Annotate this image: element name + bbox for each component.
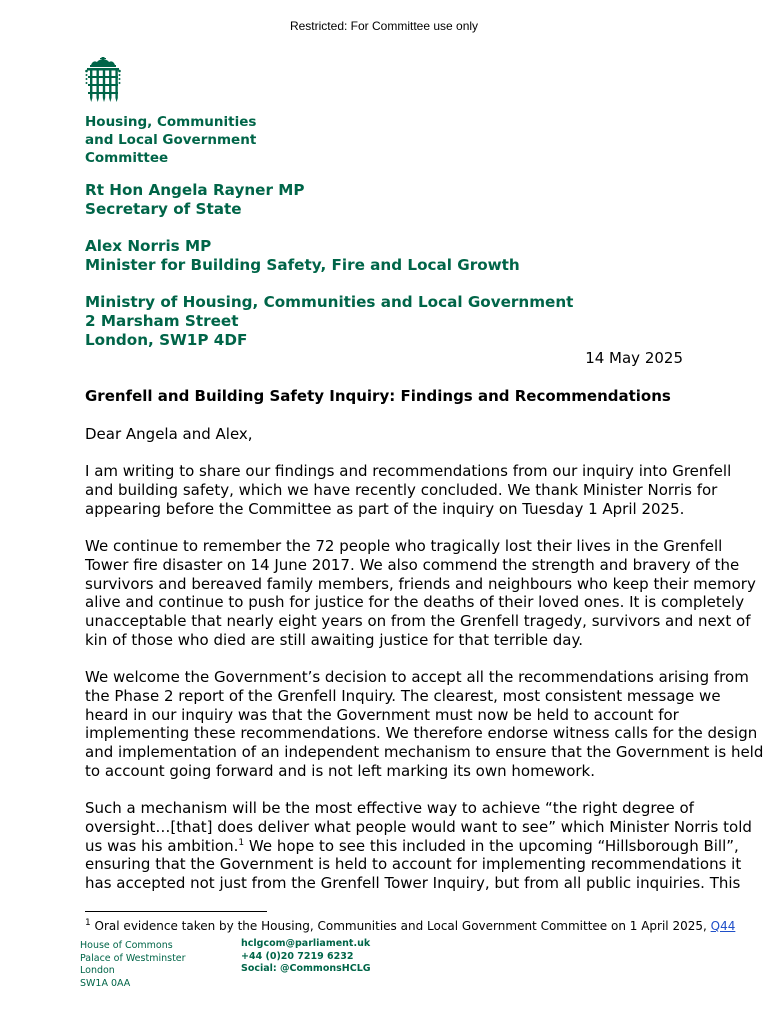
footer-address-line: House of Commons: [80, 940, 173, 951]
text-line: ensuring that the Government is held to account for implementing recommendations it: [85, 855, 742, 874]
recipient-norris: [85, 237, 520, 275]
recipient-line: Alex Norris MP: [85, 237, 212, 255]
recipient-rayner: [85, 181, 304, 219]
committee-line: Housing, Communities: [85, 114, 257, 130]
footer-address-line: London: [80, 965, 115, 976]
paragraph-4: [85, 799, 752, 893]
committee-line: and Local Government: [85, 132, 257, 148]
address-line: Ministry of Housing, Communities and Local Government: [85, 293, 574, 311]
text-line: and implementation of an independent mechanism to ensure that the Government is held: [85, 743, 764, 762]
footnote-number: 1: [85, 918, 91, 928]
text-line: alive and continue to push for justice for the deaths of their loved ones. It is completely: [85, 593, 745, 612]
text-line: survivors and bereaved family members, friends and neighbours who keep their memory: [85, 574, 756, 593]
footer-phone: +44 (0)20 7219 6232: [241, 950, 354, 962]
footnote-text: Oral evidence taken by the Housing, Communities and Local Government Committee on 1 April 2025,: [90, 919, 711, 933]
text-line: implementing these recommendations. We therefore endorse witness calls for the design: [85, 724, 758, 743]
portcullis-icon: [85, 57, 121, 103]
text-fragment: us was his ambition.: [85, 836, 239, 855]
address-line: London, SW1P 4DF: [85, 331, 248, 349]
footnote-marker: 1: [238, 837, 245, 848]
committee-name: [85, 113, 256, 167]
footer-address: [80, 940, 186, 990]
text-line: Tower fire disaster on 14 June 2017. We also commend the strength and bravery of the: [85, 555, 740, 574]
committee-line: Committee: [85, 150, 169, 166]
footer-contact: [241, 938, 371, 976]
recipient-line: Rt Hon Angela Rayner MP: [85, 181, 305, 199]
footnote-divider: [85, 911, 267, 912]
recipient-line: Minister for Building Safety, Fire and Local Growth: [85, 256, 520, 274]
text-fragment: We hope to see this included in the upcoming “Hillsborough Bill”,: [244, 836, 739, 855]
text-line: I am writing to share our findings and recommendations from our inquiry into Grenfell: [85, 462, 732, 480]
recipient-line: Secretary of State: [85, 200, 242, 218]
text-line: and building safety, which we have recently concluded. We thank Minister Norris for: [85, 480, 718, 499]
paragraph-1: [85, 462, 732, 518]
footer-email: hclgcom@parliament.uk: [241, 938, 371, 949]
text-line: unacceptable that nearly eight years on from the Grenfell tragedy, survivors and next of: [85, 612, 751, 631]
text-line: the Phase 2 report of the Grenfell Inquiry. The clearest, most consistent message we: [85, 686, 721, 705]
text-line: Such a mechanism will be the most effective way to achieve “the right degree of: [85, 799, 694, 817]
text-line: to account going forward and is not left marking its own homework.: [85, 761, 595, 780]
paragraph-3: [85, 668, 764, 781]
restricted-banner: Restricted: For Committee use only: [289, 19, 479, 33]
text-line: [85, 836, 739, 856]
footer-address-line: Palace of Westminster: [80, 952, 186, 964]
footer-social: Social: @CommonsHCLG: [241, 963, 371, 974]
paragraph-2: [85, 537, 756, 650]
text-line: has accepted not just from the Grenfell Tower Inquiry, but from all public inquiries. This: [85, 874, 741, 893]
address-line: 2 Marsham Street: [85, 312, 239, 330]
recipient-ministry-address: [85, 293, 573, 350]
text-line: appearing before the Committee as part of the inquiry on Tuesday 1 April 2025.: [85, 499, 685, 518]
text-line: kin of those who died are still awaiting justice for that terrible day.: [85, 630, 583, 649]
letter-date: 14 May 2025: [585, 349, 683, 367]
text-line: heard in our inquiry was that the Government must now be held to account for: [85, 705, 679, 724]
footnote-link-q44[interactable]: Q44: [710, 919, 736, 933]
text-line: oversight…[that] does deliver what people would want to see” which Minister Norris told: [85, 817, 752, 836]
letter-subject: Grenfell and Building Safety Inquiry: Findings and Recommendations: [85, 387, 671, 405]
footnote: [85, 919, 735, 933]
salutation: Dear Angela and Alex,: [85, 425, 253, 443]
text-line: We continue to remember the 72 people who tragically lost their lives in the Grenfell: [85, 537, 723, 555]
text-line: We welcome the Government’s decision to accept all the recommendations arising from: [85, 668, 749, 686]
footer-address-line: SW1A 0AA: [80, 977, 131, 989]
